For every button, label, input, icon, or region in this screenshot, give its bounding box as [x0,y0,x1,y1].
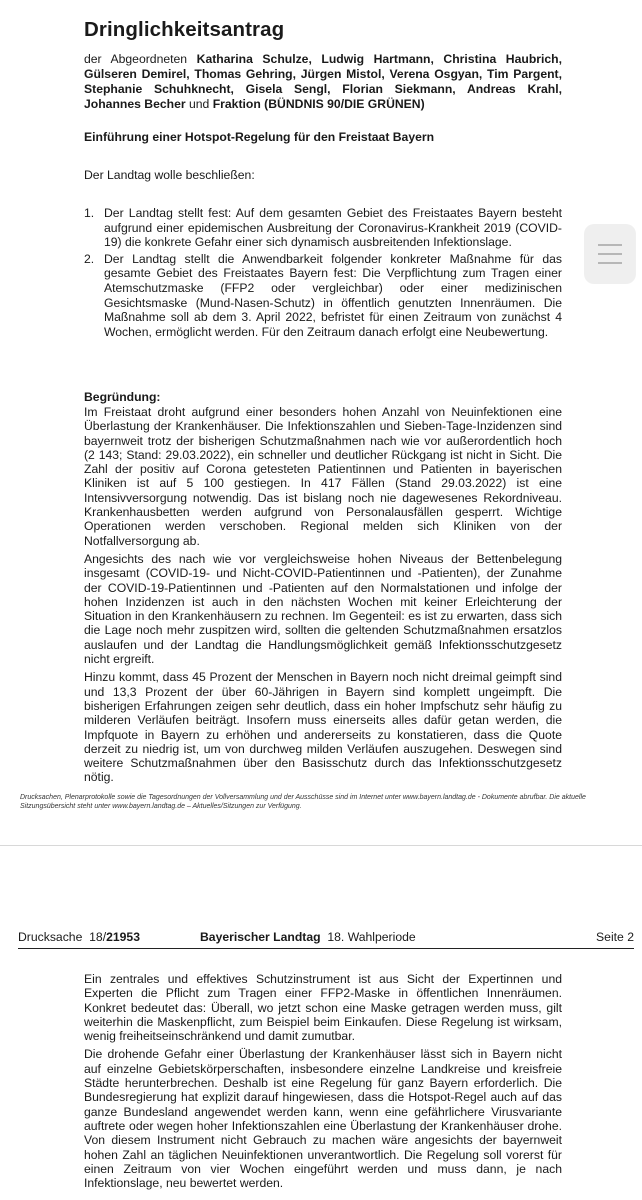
document-page-2 [0,897,642,1200]
resolution-item [84,252,562,340]
item-number: 1. [84,206,95,220]
paragraph: Angesichts des nach wie vor vergleichsweise hohen Niveaus der Bettenbelegung insgesamt (COVID-19- und Nicht-COVID-Patientinnen und -Patienten), der Zunahme der COVID-19-Patientinnen und -Patienten auf den Normalstationen und infolge der hohen Inzidenzen ist auch in den nächsten Wochen mit keiner Erleichterung der Situation in den Krankenhäusern zu rechnen. Im Gegenteil: es ist zu erwarten, dass sich die Lage noch mehr zuspitzen wird, sollten die geltenden Schutzmaßnahmen ersatzlos auslaufen und der Landtag die Handlungsmöglichkeit gemäß Infektionsschutzgesetz nicht ergreift. [84,551,562,667]
page2-body [84,972,562,1194]
author-names: Katharina Schulze, Ludwig Hartmann, Christina Haubrich, Gülseren Demirel, Thomas Gehring, Jürgen Mistol, Verena Osgyan, Tim Pargent, Stephanie Schuhknecht, Gisela Sengl, Florian Siekmann, Andreas Krahl, Johannes Becher [84,52,563,111]
page-number: Seite 2 [596,930,634,944]
item-text: Der Landtag stellt fest: Auf dem gesamten Gebiet des Freistaates Bayern besteht aufgrund einer epidemischen Ausbreitung der Coronavirus-Krankheit 2019 (COVID-19) die konkrete Gefahr einer sich dynamisch ausbreitenden Infektionslage. [104,206,562,250]
paragraph: Ein zentrales und effektives Schutzinstrument ist aus Sicht der Expertinnen und Experten die Pflicht zum Tragen einer FFP2-Maske in öffentlichen Innenräumen. Konkret bedeutet das: Überall, wo jetzt schon eine Maske getragen werden muss, gilt weiterhin die Maskenpflicht, zum Beispiel beim Einkaufen. Diese Regelung ist wirksam, wenig freiheitseinschränkend und damit zumutbar. [84,972,562,1044]
resolution-item [84,206,562,250]
paragraph: Im Freistaat droht aufgrund einer besonders hohen Anzahl von Neuinfektionen eine Überlastung der Krankenhäuser. Die Infektionszahlen und Sieben-Tage-Inzidenzen sind bayernweit trotz der bisherigen Schutzmaßnahmen nach wie vor außerordentlich hoch (2 143; Stand: 29.03.2022), ein schneller und deutlicher Rückgang ist nicht in Sicht. Die Zahl der positiv auf Corona getesteten Patientinnen und Patienten in bayerischen Kliniken ist auf 5 100 gestiegen. In 417 Fällen (Stand 29.03.2022) ist eine Intensivversorgung notwendig. Das ist bislang noch nie dagewesenes Rekordniveau. Krankenhausbetten werden aufgrund von Personalausfällen gesperrt. Wichtige Operationen werden verschoben. Regional melden sich Kliniken von der Notfallversorgung ab. [84,405,562,548]
item-number: 2. [84,251,95,266]
motion-subject: Einführung einer Hotspot-Regelung für den Freistaat Bayern [84,130,435,144]
paragraph: Die drohende Gefahr einer Überlastung der Krankenhäuser lässt sich in Bayern nicht auf einzelne Gebietskörperschaften, insbesondere einzelne Landkreise und kreisfreie Städte herunterbrechen. Deshalb ist eine Regelung für ganz Bayern erforderlich. Die Bundesregierung hat explizit darauf hingewiesen, dass die Hotspot-Regel auch auf das ganze Bundesland angewendet werden kann, wenn eine gefährlichere Virusvariante auftrete oder wegen hoher Infektionszahlen eine Überlastung der Krankenhäuser drohe. Von diesem Instrument nicht Gebrauch zu machen wäre angesichts der bayernweit hohen Zahl an täglichen Neuinfektionen unverantwortlich. Die Regelung soll vorerst für einen Zeitraum von vier Wochen eingeführt werden und muss dann, je nach Infektionslage, neu bewertet werden. [84,1047,562,1191]
item-text: Der Landtag stellt die Anwendbarkeit folgender konkreter Maßnahme für das gesamte Gebiet des Freistaates Bayern fest: Die Verpflichtung zum Tragen einer Atemschutzmaske (FFP2 oder vergleichbar) oder einer medizinischen Gesichtsmaske (Mund-Nasen-Schutz) in öffentlich genutzten Innenräumen. Die Maßnahme soll ab dem 3. April 2022, befristet für einen Zeitraum von zunächst 4 Wochen, ermöglicht werden. Für den Zeitraum danach erfolgt eine Neubewertung. [104,251,562,339]
resolution-list [84,206,562,341]
landtag-label: Bayerischer Landtag 18. Wahlperiode [200,930,416,944]
page-separator [0,845,642,898]
authors-line: der Abgeordneten Katharina Schulze, Ludwig Hartmann, Christina Haubrich, Gülseren Demirel, Thomas Gehring, Jürgen Mistol, Verena Osgyan, Tim Pargent, Stephanie Schuhknecht, Gisela Sengl, Florian Siekmann, Andreas Krahl, Johannes Becher und Fraktion (BÜNDNIS 90/DIE GRÜNEN) [84,52,563,111]
begruendung-heading: Begründung: [84,390,161,404]
footer-note: Drucksachen, Plenarprotokolle sowie die Tagesordnungen der Vollversammlung und der Ausschüsse sind im Internet unter www.bayern.landtag.de - Dokumente abrufbar. Die aktuelle Sitzungsübersicht steht unter www.bayern.landtag.de – Aktuelles/Sitzungen zur Verfügung. [20,794,586,810]
author-fraction: Fraktion (BÜNDNIS 90/DIE GRÜNEN) [212,97,425,111]
motion-intro: Der Landtag wolle beschließen: [84,168,255,182]
document-title: Dringlichkeitsantrag [84,18,285,41]
menu-lines-icon[interactable] [584,224,636,284]
page-header [18,930,634,949]
drucksache-ref: Drucksache 18/21953 [18,930,140,944]
paragraph: Hinzu kommt, dass 45 Prozent der Menschen in Bayern noch nicht dreimal geimpft sind und 13,3 Prozent der über 60-Jährigen in Bayern sind komplett ungeimpft. Die bisherigen Erfahrungen zeigen sehr deutlich, dass ein hoher Impfschutz sehr häufig zu milderen Verläufen beiträgt. Insofern muss einerseits alles dafür getan werden, die Impfquote in Bayern zu erhöhen und andererseits zu konstatieren, dass die Quote derzeit zu niedrig ist, um von durchweg milden Verläufen auszugehen. Deswegen sind weitere Schutzmaßnahmen über den Basisschutz durch das Infektionsschutzgesetz nötig. [84,670,562,785]
begruendung-body [84,405,562,789]
